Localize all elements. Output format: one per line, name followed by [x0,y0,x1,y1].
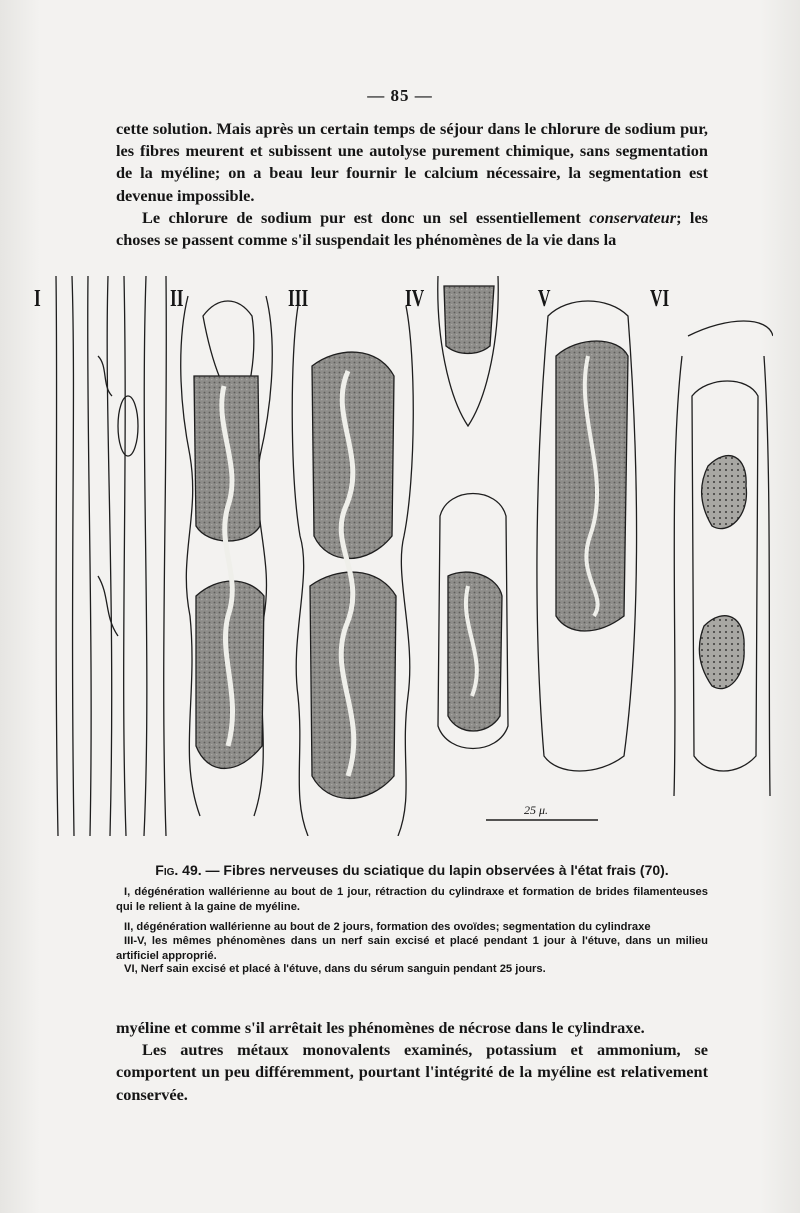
figure-title: — Fibres nerveuses du sciatique du lapin observées à l'état frais (70). [201,862,669,878]
bottom-paragraph-2: Les autres métaux monovalents examinés, potassium et ammonium, se comportent un peu différemment, pourtant l'intégrité de la myéline est relativement conservée. [116,1040,708,1104]
scale-bar-label: 25 μ. [524,803,549,817]
legend-item-1 [116,885,708,914]
figure-caption-title [116,862,708,878]
legend-text-3: III-V, les mêmes phénomènes dans un nerf sain excisé et placé pendant 1 jour à l'étuve, dans un milieu artificiel approprié. [116,935,708,962]
panel-2-fiber [181,296,273,816]
bottom-paragraph-1: myéline et comme s'il arrêtait les phénomènes de nécrose dans le cylindraxe. [116,1018,645,1037]
nerve-fiber-figure [28,276,773,836]
legend-text-1: I, dégénération wallérienne au bout de 1 jour, rétraction du cylindraxe et formation de brides filamenteuses qui le relient à la gaine de myéline. [116,886,708,913]
legend-item-2 [116,920,708,935]
legend-item-4 [116,962,708,977]
top-paragraph-2-end: ; les choses se passent comme s'il suspendait les phénomènes de la vie dans la [116,207,709,250]
page-number: — 85 — [367,86,433,105]
panel-3-fiber [292,306,413,836]
panel-label-6: VI [650,286,670,312]
panel-6-fiber [674,321,773,796]
figure-number: Fig. 49. [155,862,202,878]
panel-label-5: V [538,286,551,312]
nerve-fiber-drawing [28,276,773,836]
top-paragraph-2-start: Le chlorure de sodium pur est donc un sel essentiellement [142,207,590,227]
panel-1-fiber [56,276,166,836]
bottom-text-block [116,1017,708,1106]
panel-label-2: II [170,286,184,312]
panel-label-3: III [288,286,309,312]
panel-5-fiber [537,301,637,771]
top-text-block [116,118,708,251]
top-paragraph-2 [116,207,708,251]
panel-4-fiber [438,276,508,749]
top-paragraph-1: cette solution. Mais après un certain temps de séjour dans le chlorure de sodium pur, les fibres meurent et subissent une autolyse purement chimique, sans segmentation de la myéline; on a beau leur fournir le calcium nécessaire, la segmentation est devenue impossible. [116,119,708,205]
panel-label-1: I [34,286,41,312]
legend-text-4: VI, Nerf sain excisé et placé à l'étuve, dans du sérum sanguin pendant 25 jours. [124,963,546,975]
panel-label-4: IV [405,286,425,312]
top-paragraph-2-emphasis: conservateur [589,207,677,227]
legend-text-2: II, dégénération wallérienne au bout de 2 jours, formation des ovoïdes; segmentation du cylindraxe [124,921,651,933]
legend-item-3 [116,934,708,963]
